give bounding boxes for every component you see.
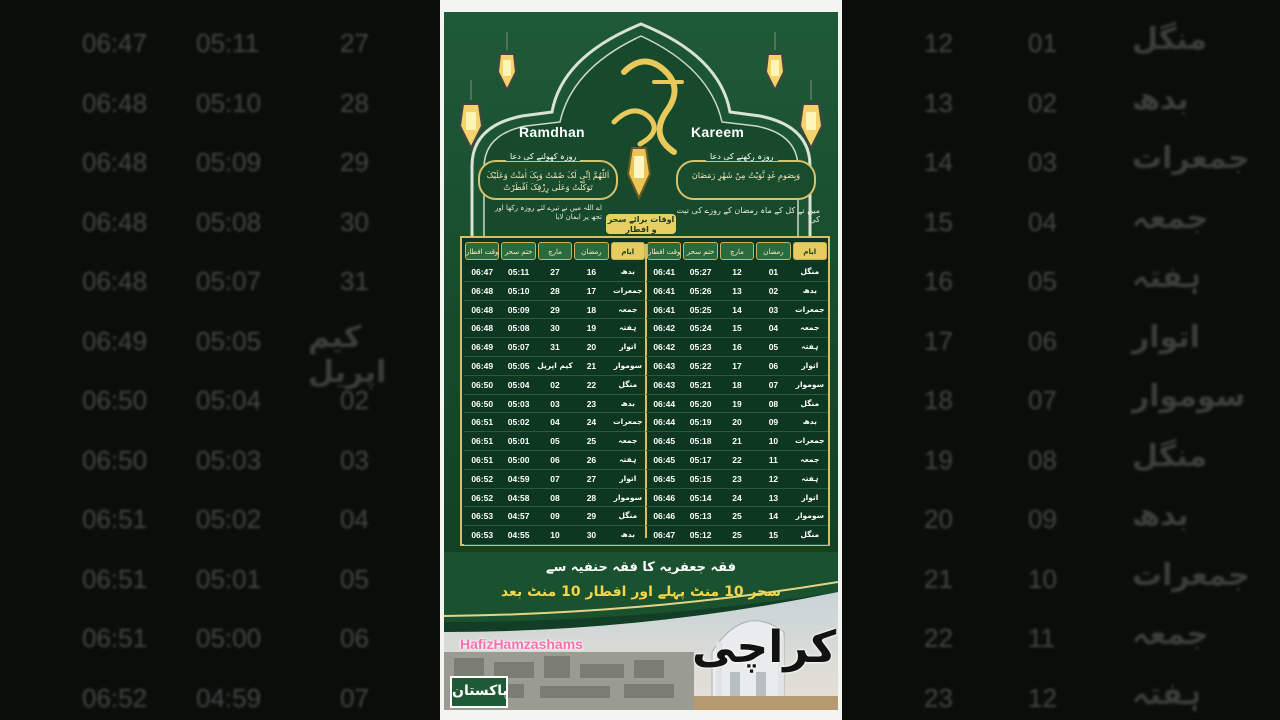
background-cell: 07 <box>1028 385 1057 415</box>
background-cell: 06:50 <box>82 385 148 415</box>
table-cell: 06:45 <box>653 454 676 465</box>
background-cell: 06:51 <box>82 504 148 534</box>
table-row <box>464 413 646 432</box>
table-row <box>464 357 646 376</box>
table-cell: 18 <box>732 379 742 390</box>
table-cell: 11 <box>768 454 778 465</box>
credit-watermark: HafizHamzashams <box>460 636 583 652</box>
background-cell: 14 <box>924 147 953 177</box>
table-cell: جمعرات <box>613 285 643 295</box>
background-cell: 07 <box>340 682 369 713</box>
background-cell: 20 <box>924 504 953 534</box>
background-cell: 06:47 <box>82 28 148 58</box>
table-cell: 12 <box>768 473 779 484</box>
table-row <box>646 357 828 376</box>
background-cell: 27 <box>340 28 369 58</box>
table-cell: ہفتہ <box>801 342 819 352</box>
table-row <box>464 319 646 338</box>
background-cell: 02 <box>1028 87 1057 118</box>
background-cell: 06 <box>340 623 369 653</box>
background-cell: 18 <box>924 385 953 415</box>
table-body <box>646 263 828 545</box>
table-cell: جمعہ <box>618 436 638 446</box>
table-cell: 04 <box>768 323 779 334</box>
table-cell: 06:51 <box>471 436 494 447</box>
table-row <box>464 282 646 301</box>
table-cell: اتوار <box>801 360 819 370</box>
table-cell: 25 <box>732 511 742 522</box>
background-cell: ہفتہ <box>1132 676 1201 712</box>
background-cell: ہفتہ <box>1132 260 1201 295</box>
table-cell: 05 <box>768 342 779 353</box>
table-cell: 06:41 <box>653 285 676 296</box>
table-cell: 29 <box>550 304 560 315</box>
table-row <box>464 489 646 508</box>
background-cell: 01 <box>1028 28 1057 58</box>
table-cell: 04 <box>550 417 560 428</box>
table-cell: 06:50 <box>471 379 494 390</box>
background-cell: 31 <box>340 266 369 296</box>
hanging-lantern-icon <box>494 32 520 104</box>
background-cell: سوموار <box>1132 379 1246 414</box>
table-cell: 05:07 <box>507 342 530 353</box>
table-cell: منگل <box>800 530 820 540</box>
city-name-title: کراچی <box>692 622 837 673</box>
table-cell: جمعہ <box>800 454 820 464</box>
table-cell: 06 <box>550 454 560 465</box>
table-cell: 27 <box>550 267 560 277</box>
table-cell: 05:22 <box>689 360 712 371</box>
table-cell: 06:42 <box>653 323 676 334</box>
table-row <box>646 470 828 489</box>
table-row <box>464 376 646 395</box>
table-cell: 09 <box>550 511 560 522</box>
background-cell: 17 <box>924 325 953 356</box>
table-cell: 05:09 <box>507 304 530 315</box>
background-cell: 06:48 <box>82 147 148 177</box>
table-cell: 14 <box>732 304 742 315</box>
background-cell: اتوار <box>1132 319 1200 355</box>
table-cell: 15 <box>732 323 742 334</box>
table-cell: 05 <box>550 436 560 447</box>
table-cell: بدھ <box>802 417 817 427</box>
header-day: ایام <box>793 242 827 260</box>
table-row <box>464 432 646 451</box>
background-cell: 15 <box>924 206 953 237</box>
table-row <box>646 338 828 357</box>
table-cell: ہفتہ <box>619 323 637 333</box>
background-cell: 23 <box>924 682 953 713</box>
table-cell: 05:04 <box>507 379 530 390</box>
table-row <box>646 395 828 414</box>
brand-left-text: Ramdhan <box>519 124 585 140</box>
table-cell: 05:11 <box>507 267 530 277</box>
table-cell: 05:19 <box>689 417 712 428</box>
table-cell: سوموار <box>613 360 642 370</box>
ramadan-calligraphy-icon <box>604 52 696 162</box>
table-cell: 22 <box>732 454 742 465</box>
table-cell: 06:48 <box>471 323 494 334</box>
table-cell: 15 <box>768 530 779 541</box>
table-cell: جمعرات <box>795 304 825 314</box>
background-cell: 08 <box>1028 444 1057 475</box>
table-cell: 06:44 <box>653 398 676 409</box>
sehri-dua-title: روزہ رکھنے کی دعا <box>706 152 778 161</box>
table-cell: 06:50 <box>471 398 494 409</box>
table-cell: جمعہ <box>618 304 638 314</box>
table-cell: 17 <box>732 360 742 371</box>
table-cell: 05:00 <box>507 454 530 465</box>
header-ramzan: رمضان <box>574 242 608 260</box>
table-cell: 23 <box>732 473 742 484</box>
background-cell: 05 <box>340 563 369 594</box>
table-cell: 22 <box>586 379 597 390</box>
table-cell: 05:03 <box>507 398 530 409</box>
table-cell: 05:05 <box>507 360 530 371</box>
table-row <box>464 470 646 489</box>
background-cell: 16 <box>924 266 953 296</box>
background-cell: 11 <box>1028 623 1055 653</box>
table-cell: 06:42 <box>653 342 676 353</box>
background-cell: 05:05 <box>196 325 262 356</box>
table-cell: 06:47 <box>653 530 676 541</box>
table-cell: 02 <box>768 285 779 296</box>
background-cell: 06:51 <box>82 623 148 653</box>
iftar-dua-text: اَللّٰهُمَّ اِنِّی لَکَ صُمْتُ وَبِکَ اٰمَنْتُ وَعَلَيْکَ تَوَکَّلْتُ وَعَلٰی رِزْقِکَ اَفْطَرْتُ <box>486 171 610 192</box>
table-row <box>464 301 646 320</box>
table-cell: 06:51 <box>471 417 494 428</box>
table-cell: 12 <box>732 267 742 277</box>
table-cell: 06:46 <box>653 492 676 503</box>
table-cell: 06:48 <box>471 304 494 315</box>
table-row <box>646 282 828 301</box>
background-cell: 22 <box>924 623 953 653</box>
background-cell: 05:09 <box>196 147 262 177</box>
table-cell: ہفتہ <box>801 473 819 483</box>
background-cell: 05:10 <box>196 87 262 118</box>
table-cell: 05:21 <box>689 379 712 390</box>
background-cell: 05:02 <box>196 504 262 534</box>
table-cell: 14 <box>768 511 779 522</box>
table-cell: 05:14 <box>689 492 712 503</box>
table-row <box>646 451 828 470</box>
table-cell: 06:43 <box>653 379 676 390</box>
table-row <box>646 432 828 451</box>
table-cell: 06:46 <box>653 511 676 522</box>
table-cell: 06:52 <box>471 473 494 484</box>
table-cell: 03 <box>550 398 560 409</box>
table-cell: 09 <box>768 417 779 428</box>
header-sehri: ختم سحر <box>683 242 717 260</box>
table-row <box>646 489 828 508</box>
header-date: مارچ <box>720 242 754 260</box>
table-row <box>464 263 646 282</box>
background-cell: بدھ <box>1132 498 1189 533</box>
table-cell: جمعہ <box>800 323 820 333</box>
niyyat-note: میں نے کل کے ماہ رمضان کے روزے کی نیت کی <box>676 206 820 224</box>
background-cell: 05:03 <box>196 444 262 475</box>
background-cell: 06 <box>1028 325 1057 356</box>
background-cell: 21 <box>924 563 953 594</box>
background-cell: 05:01 <box>196 563 262 594</box>
header-iftar: وقت افطار <box>465 242 499 260</box>
table-cell: بدھ <box>620 267 635 276</box>
background-cell: 05:11 <box>196 28 260 58</box>
table-cell: 24 <box>732 492 742 503</box>
table-row <box>464 526 646 545</box>
table-row <box>646 263 828 282</box>
table-cell: 05:10 <box>507 285 530 296</box>
table-cell: 31 <box>550 342 560 353</box>
background-cell: جمعرات <box>1132 557 1250 593</box>
table-cell: 05:12 <box>689 530 712 541</box>
table-row <box>464 451 646 470</box>
table-cell: 21 <box>732 436 742 447</box>
table-cell: 26 <box>586 454 597 465</box>
background-cell: 13 <box>924 87 953 118</box>
table-cell: 05:24 <box>689 323 712 334</box>
table-cell: منگل <box>800 267 820 276</box>
table-row <box>464 395 646 414</box>
slogan-line-1: فقہ جعفریہ کا فقہ حنفیہ سے <box>545 560 737 575</box>
background-cell: 30 <box>340 206 369 237</box>
table-cell: اتوار <box>619 342 637 352</box>
table-cell: 05:26 <box>689 285 712 296</box>
timetable <box>460 236 830 546</box>
table-cell: 18 <box>586 304 597 315</box>
background-cell: 12 <box>924 28 953 58</box>
background-cell: 05:08 <box>196 206 262 237</box>
table-cell: 28 <box>586 492 597 503</box>
hanging-lantern-icon <box>456 80 486 164</box>
table-cell: 06:51 <box>471 454 494 465</box>
background-cell: جمعرات <box>1132 141 1250 176</box>
background-cell: 04:59 <box>196 682 262 713</box>
table-cell: سوموار <box>613 492 642 502</box>
table-row <box>646 319 828 338</box>
table-cell: 05:20 <box>689 398 712 409</box>
hanging-lantern-icon <box>796 80 826 164</box>
table-cell: 13 <box>768 492 779 503</box>
background-cell: 06:50 <box>82 444 148 475</box>
table-cell: 19 <box>732 398 742 409</box>
table-cell: 08 <box>550 492 560 503</box>
table-cell: اتوار <box>801 492 819 502</box>
table-cell: 04:55 <box>507 530 530 541</box>
iftar-note: اے اللہ میں نے تیرے لئے روزہ رکھا اور تجھ پر ایمان لایا <box>495 204 602 221</box>
table-cell: 05:15 <box>689 473 712 484</box>
table-header <box>646 242 828 260</box>
table-cell: 08 <box>768 398 779 409</box>
background-cell: 05:07 <box>196 266 262 296</box>
brand-right-text: Kareem <box>691 124 745 140</box>
table-cell: 06:53 <box>471 530 494 541</box>
timetable-right-half <box>646 242 828 545</box>
table-cell: سوموار <box>795 379 824 389</box>
background-cell: 06:48 <box>82 87 148 118</box>
table-cell: 03 <box>768 304 779 315</box>
table-cell: اتوار <box>619 473 637 483</box>
table-header <box>464 242 646 260</box>
table-cell: 07 <box>550 473 560 484</box>
table-cell: منگل <box>800 398 820 408</box>
table-cell: 21 <box>586 360 597 371</box>
background-cell: 06:51 <box>82 563 148 594</box>
table-cell: 06:41 <box>653 267 676 277</box>
table-cell: 20 <box>732 417 742 428</box>
background-cell: جمعہ <box>1132 617 1209 652</box>
background-cell: 12 <box>1028 682 1057 713</box>
table-row <box>646 526 828 545</box>
table-row <box>646 301 828 320</box>
table-cell: 05:08 <box>507 323 530 334</box>
table-cell: 06:44 <box>653 417 676 428</box>
table-cell: 16 <box>586 267 597 277</box>
iftar-dua-title: روزہ کھولنے کی دعا <box>506 152 580 161</box>
table-cell: 25 <box>732 530 742 541</box>
header-ramzan: رمضان <box>756 242 790 260</box>
table-cell: 05:13 <box>689 511 712 522</box>
table-cell: 05:01 <box>507 436 530 447</box>
table-cell: 04:57 <box>507 511 530 522</box>
background-cell: 19 <box>924 444 953 475</box>
table-cell: 05:18 <box>689 436 712 447</box>
background-cell: منگل <box>1132 22 1208 57</box>
background-cell: 04 <box>1028 206 1057 237</box>
background-cell: 06:52 <box>82 682 148 713</box>
table-row <box>646 376 828 395</box>
table-cell: 28 <box>550 285 560 296</box>
header-sehri: ختم سحر <box>501 242 535 260</box>
timetable-left-half <box>464 242 646 545</box>
hanging-lantern-icon <box>762 32 788 104</box>
background-cell: 05 <box>1028 266 1057 296</box>
table-cell: بدھ <box>802 285 817 295</box>
table-row <box>464 338 646 357</box>
table-cell: 04:58 <box>507 492 530 503</box>
poster-green-panel <box>444 12 838 710</box>
table-cell: 10 <box>550 530 560 541</box>
table-cell: 19 <box>586 323 597 334</box>
table-cell: کیم اپریل <box>537 360 573 370</box>
background-cell: 04 <box>340 504 369 534</box>
table-cell: 06:49 <box>471 360 494 371</box>
table-cell: 24 <box>586 417 597 428</box>
table-cell: 06:52 <box>471 492 494 503</box>
sehri-dua-text: وَبِصَومِ غَدٍ نَّوَيْتُ مِنْ شَهْرِ رَمَضَانَ <box>691 171 801 180</box>
background-cell: کیم اپریل <box>308 319 387 390</box>
background-cell: 05:04 <box>196 385 262 415</box>
table-cell: 06:41 <box>653 304 676 315</box>
table-cell: 07 <box>768 379 779 390</box>
table-cell: 13 <box>732 285 742 296</box>
table-cell: 05:23 <box>689 342 712 353</box>
table-cell: ہفتہ <box>619 454 637 464</box>
ramadan-calendar-poster <box>440 0 842 720</box>
background-cell: 06:49 <box>82 325 148 356</box>
table-cell: سوموار <box>795 511 824 521</box>
slogan-line-2: سحر 10 منٹ پہلے اور افطار 10 منٹ بعد <box>500 584 782 600</box>
table-cell: 06 <box>768 360 779 371</box>
header-day: ایام <box>611 242 645 260</box>
logo-text: پاکستان <box>452 683 508 699</box>
table-cell: 02 <box>550 379 560 390</box>
background-cell: 03 <box>340 444 369 475</box>
table-cell: 06:49 <box>471 342 494 353</box>
table-cell: جمعرات <box>795 436 825 446</box>
table-cell: 06:53 <box>471 511 494 522</box>
iftar-dua-box <box>478 160 618 200</box>
background-cell: 29 <box>340 147 369 177</box>
background-cell: 02 <box>340 385 369 415</box>
background-cell: 03 <box>1028 147 1057 177</box>
table-cell: 25 <box>586 436 597 447</box>
background-cell: بدھ <box>1132 81 1189 117</box>
table-cell: منگل <box>618 379 638 389</box>
table-cell: 04:59 <box>507 473 530 484</box>
table-cell: 01 <box>768 267 779 277</box>
table-row <box>646 507 828 526</box>
background-cell: 10 <box>1028 563 1057 594</box>
table-cell: منگل <box>618 511 638 521</box>
table-cell: 06:48 <box>471 285 494 296</box>
sehri-dua-box <box>676 160 816 200</box>
table-cell: 05:17 <box>689 454 712 465</box>
table-row <box>646 413 828 432</box>
table-cell: 05:25 <box>689 304 712 315</box>
background-cell: 28 <box>340 87 369 118</box>
background-cell: جمعہ <box>1132 200 1209 236</box>
table-cell: 20 <box>586 342 597 353</box>
timing-tab: اوقات برائے سحر و افطار <box>607 215 675 234</box>
table-cell: 27 <box>586 473 597 484</box>
table-row <box>464 507 646 526</box>
background-cell: 09 <box>1028 504 1057 534</box>
table-cell: 05:27 <box>689 267 712 277</box>
publisher-logo <box>450 676 508 708</box>
background-cell: 06:48 <box>82 206 148 237</box>
table-cell: 06:43 <box>653 360 676 371</box>
table-cell: 06:45 <box>653 473 676 484</box>
table-cell: بدھ <box>620 530 635 540</box>
table-cell: 16 <box>732 342 742 353</box>
table-cell: 10 <box>768 436 779 447</box>
background-cell: 05:00 <box>196 623 262 653</box>
table-cell: 30 <box>586 530 597 541</box>
table-cell: 17 <box>586 285 597 296</box>
table-cell: 05:02 <box>507 417 530 428</box>
table-cell: 30 <box>550 323 560 334</box>
header-iftar: وقت افطار <box>647 242 681 260</box>
background-cell: منگل <box>1132 438 1208 474</box>
header-date: مارچ <box>538 242 572 260</box>
table-cell: 29 <box>586 511 597 522</box>
table-cell: جمعرات <box>613 417 643 427</box>
table-cell: بدھ <box>620 398 635 408</box>
background-cell: 06:48 <box>82 266 148 296</box>
table-cell: 06:47 <box>471 267 494 277</box>
table-cell: 23 <box>586 398 597 409</box>
table-body <box>464 263 646 545</box>
table-cell: 06:45 <box>653 436 676 447</box>
